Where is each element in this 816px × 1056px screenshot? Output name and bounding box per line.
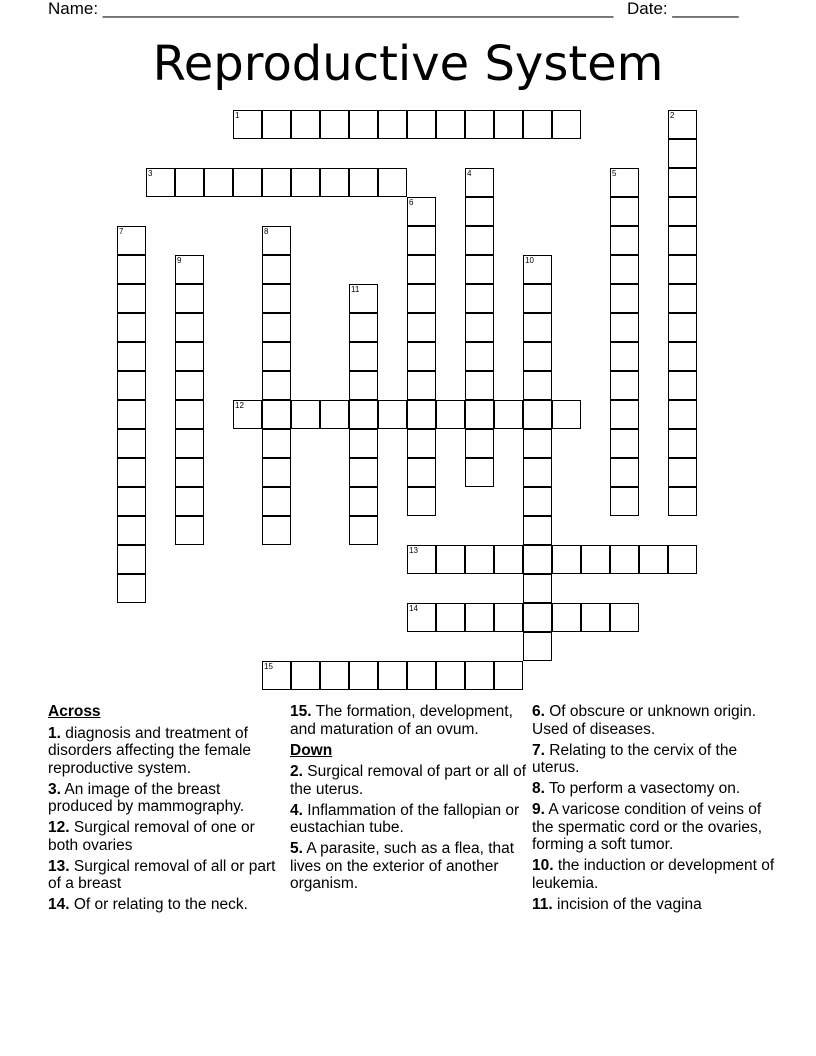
grid-cell[interactable]: [117, 226, 146, 255]
grid-cell[interactable]: [117, 371, 146, 400]
clue-down-2: [290, 763, 528, 798]
clue-down-10: [532, 857, 780, 892]
grid-cell[interactable]: [610, 603, 639, 632]
grid-cell[interactable]: [175, 284, 204, 313]
clue-text: Surgical removal of all or part of a breast: [48, 857, 276, 892]
grid-cell[interactable]: [465, 197, 494, 226]
grid-cell[interactable]: [494, 661, 523, 690]
grid-cell[interactable]: [523, 313, 552, 342]
grid-cell[interactable]: [262, 661, 291, 690]
grid-cell[interactable]: [117, 516, 146, 545]
grid-cell[interactable]: [610, 226, 639, 255]
grid-cell[interactable]: [668, 284, 697, 313]
grid-cell[interactable]: [349, 168, 378, 197]
clue-across-14: [48, 896, 284, 914]
down-heading: Down: [290, 741, 333, 759]
grid-cell[interactable]: [668, 168, 697, 197]
grid-cell[interactable]: [668, 371, 697, 400]
grid-cell[interactable]: [668, 487, 697, 516]
grid-cell[interactable]: [407, 400, 436, 429]
clue-number: 14.: [48, 896, 70, 913]
clue-number: 9.: [532, 801, 545, 818]
grid-cell[interactable]: [436, 400, 465, 429]
clue-number: 1.: [48, 724, 61, 742]
grid-cell[interactable]: [407, 226, 436, 255]
grid-cell[interactable]: [233, 168, 262, 197]
clue-down-4: [290, 802, 528, 837]
grid-cell[interactable]: [262, 400, 291, 429]
grid-cell[interactable]: [349, 516, 378, 545]
grid-cell[interactable]: [465, 110, 494, 139]
grid-cell[interactable]: [668, 226, 697, 255]
grid-cell[interactable]: [204, 168, 233, 197]
grid-cell[interactable]: [668, 458, 697, 487]
grid-cell[interactable]: [668, 545, 697, 574]
clue-number: 6.: [532, 703, 545, 720]
clue-text: To perform a vasectomy on.: [544, 780, 741, 797]
grid-cell[interactable]: [349, 400, 378, 429]
grid-cell[interactable]: [262, 168, 291, 197]
grid-cell[interactable]: [436, 110, 465, 139]
grid-cell[interactable]: [523, 429, 552, 458]
grid-cell[interactable]: [117, 458, 146, 487]
grid-cell[interactable]: [262, 284, 291, 313]
page-title: Reproductive System: [152, 36, 664, 92]
grid-cell[interactable]: [436, 603, 465, 632]
grid-cell[interactable]: [262, 371, 291, 400]
grid-cell[interactable]: [262, 487, 291, 516]
cell-number: 7: [119, 227, 124, 236]
grid-cell[interactable]: [494, 110, 523, 139]
grid-cell[interactable]: [465, 168, 494, 197]
grid-cell[interactable]: [552, 400, 581, 429]
clue-number: 11.: [532, 895, 553, 913]
clue-across-1: [48, 725, 284, 778]
grid-cell[interactable]: [610, 400, 639, 429]
clue-text: Surgical removal of one or both ovaries: [48, 819, 255, 854]
grid-cell[interactable]: [668, 313, 697, 342]
grid-cell[interactable]: [117, 255, 146, 284]
grid-cell[interactable]: [523, 371, 552, 400]
grid-cell[interactable]: [523, 574, 552, 603]
grid-cell[interactable]: [465, 400, 494, 429]
grid-cell[interactable]: [378, 661, 407, 690]
grid-cell[interactable]: [668, 255, 697, 284]
cell-number: 1: [235, 111, 240, 120]
grid-cell[interactable]: [465, 313, 494, 342]
clue-column-1: [48, 703, 284, 917]
grid-cell[interactable]: [349, 661, 378, 690]
grid-cell[interactable]: [378, 110, 407, 139]
clue-text: An image of the breast produced by mammography.: [48, 780, 245, 815]
grid-cell[interactable]: [407, 284, 436, 313]
clue-text: Relating to the cervix of the uterus.: [532, 741, 738, 776]
clue-text: Inflammation of the fallopian or eustachian tube.: [290, 801, 520, 836]
grid-cell[interactable]: [552, 603, 581, 632]
grid-cell[interactable]: [175, 255, 204, 284]
grid-cell[interactable]: [407, 545, 436, 574]
clue-column-3: [532, 703, 780, 917]
clue-down-8: [532, 780, 780, 798]
grid-cell[interactable]: [233, 400, 262, 429]
clue-across-15: [290, 703, 528, 738]
grid-cell[interactable]: [262, 110, 291, 139]
grid-cell[interactable]: [494, 603, 523, 632]
clue-text: Of obscure or unknown origin. Used of diseases.: [532, 703, 757, 738]
clue-number: 4.: [290, 801, 303, 819]
grid-cell[interactable]: [407, 313, 436, 342]
grid-cell[interactable]: [117, 400, 146, 429]
grid-cell[interactable]: [610, 197, 639, 226]
grid-cell[interactable]: [349, 110, 378, 139]
grid-cell[interactable]: [262, 255, 291, 284]
clue-text: the induction or development of leukemia.: [532, 857, 775, 892]
clue-number: 5.: [290, 840, 303, 857]
grid-cell[interactable]: [523, 545, 552, 574]
grid-cell[interactable]: [465, 226, 494, 255]
grid-cell[interactable]: [175, 400, 204, 429]
grid-cell[interactable]: [407, 110, 436, 139]
cell-number: 9: [177, 256, 182, 265]
clue-across-3: [48, 781, 284, 816]
grid-cell[interactable]: [320, 168, 349, 197]
grid-cell[interactable]: [262, 429, 291, 458]
clue-column-2: [290, 703, 528, 896]
grid-cell[interactable]: [407, 197, 436, 226]
grid-cell[interactable]: [291, 110, 320, 139]
grid-cell[interactable]: [349, 371, 378, 400]
grid-cell[interactable]: [523, 400, 552, 429]
grid-cell[interactable]: [581, 545, 610, 574]
grid-cell[interactable]: [262, 516, 291, 545]
grid-cell[interactable]: [349, 487, 378, 516]
clue-down-9: [532, 801, 780, 854]
cell-number: 3: [148, 169, 153, 178]
grid-cell[interactable]: [610, 545, 639, 574]
grid-cell[interactable]: [465, 429, 494, 458]
grid-cell[interactable]: [610, 313, 639, 342]
grid-cell[interactable]: [610, 342, 639, 371]
grid-cell[interactable]: [407, 603, 436, 632]
grid-cell[interactable]: [523, 516, 552, 545]
grid-cell[interactable]: [320, 110, 349, 139]
grid-cell[interactable]: [175, 487, 204, 516]
clue-number: 2.: [290, 763, 303, 780]
clue-across-12: [48, 819, 284, 854]
grid-cell[interactable]: [610, 487, 639, 516]
clue-down-11: [532, 896, 780, 914]
name-field-label: Name: ______________________________________________________: [48, 0, 614, 18]
grid-cell[interactable]: [523, 458, 552, 487]
clue-down-7: [532, 742, 780, 777]
cell-number: 13: [409, 546, 418, 555]
grid-cell[interactable]: [378, 168, 407, 197]
grid-cell[interactable]: [175, 342, 204, 371]
grid-cell[interactable]: [494, 400, 523, 429]
grid-cell[interactable]: [523, 632, 552, 661]
grid-cell[interactable]: [407, 371, 436, 400]
date-field-label: Date: _______: [627, 0, 739, 18]
grid-cell[interactable]: [349, 342, 378, 371]
grid-cell[interactable]: [146, 168, 175, 197]
clue-number: 12.: [48, 819, 70, 836]
grid-cell[interactable]: [523, 487, 552, 516]
grid-cell[interactable]: [378, 400, 407, 429]
grid-cell[interactable]: [436, 545, 465, 574]
grid-cell[interactable]: [349, 313, 378, 342]
clue-number: 15.: [290, 703, 312, 720]
clue-text: Surgical removal of part or all of the uterus.: [290, 763, 527, 798]
grid-cell[interactable]: [117, 545, 146, 574]
grid-cell[interactable]: [262, 313, 291, 342]
grid-cell[interactable]: [465, 661, 494, 690]
grid-cell[interactable]: [581, 603, 610, 632]
cell-number: 4: [467, 169, 472, 178]
grid-cell[interactable]: [291, 661, 320, 690]
grid-cell[interactable]: [117, 313, 146, 342]
grid-cell[interactable]: [291, 400, 320, 429]
cell-number: 10: [525, 256, 534, 265]
grid-cell[interactable]: [523, 342, 552, 371]
grid-cell[interactable]: [668, 139, 697, 168]
grid-cell[interactable]: [436, 661, 465, 690]
grid-cell[interactable]: [407, 487, 436, 516]
grid-cell[interactable]: [407, 255, 436, 284]
grid-cell[interactable]: [117, 342, 146, 371]
grid-cell[interactable]: [465, 371, 494, 400]
grid-cell[interactable]: [523, 284, 552, 313]
grid-cell[interactable]: [175, 458, 204, 487]
clue-down-6: [532, 703, 780, 738]
grid-cell[interactable]: [262, 458, 291, 487]
grid-cell[interactable]: [465, 603, 494, 632]
cell-number: 14: [409, 604, 418, 613]
grid-cell[interactable]: [175, 516, 204, 545]
grid-cell[interactable]: [610, 168, 639, 197]
clue-text: diagnosis and treatment of disorders affecting the female reproductive system.: [48, 724, 252, 777]
across-heading: Across: [48, 703, 101, 720]
grid-cell[interactable]: [494, 545, 523, 574]
grid-cell[interactable]: [262, 342, 291, 371]
grid-cell[interactable]: [407, 429, 436, 458]
cell-number: 11: [351, 285, 360, 294]
grid-cell[interactable]: [262, 226, 291, 255]
grid-cell[interactable]: [175, 313, 204, 342]
grid-cell[interactable]: [465, 255, 494, 284]
grid-cell[interactable]: [117, 487, 146, 516]
grid-cell[interactable]: [175, 168, 204, 197]
grid-cell[interactable]: [407, 342, 436, 371]
grid-cell[interactable]: [175, 371, 204, 400]
grid-cell[interactable]: [610, 284, 639, 313]
grid-cell[interactable]: [117, 284, 146, 313]
grid-cell[interactable]: [349, 284, 378, 313]
grid-cell[interactable]: [233, 110, 262, 139]
cell-number: 8: [264, 227, 269, 236]
grid-cell[interactable]: [668, 429, 697, 458]
grid-cell[interactable]: [465, 342, 494, 371]
clue-text: The formation, development, and maturation of an ovum.: [290, 703, 513, 738]
clue-number: 3.: [48, 780, 61, 798]
grid-cell[interactable]: [117, 429, 146, 458]
grid-cell[interactable]: [320, 400, 349, 429]
clue-number: 8.: [532, 780, 545, 797]
clue-number: 7.: [532, 741, 545, 759]
grid-cell[interactable]: [552, 545, 581, 574]
grid-cell[interactable]: [349, 458, 378, 487]
grid-cell[interactable]: [523, 255, 552, 284]
grid-cell[interactable]: [523, 603, 552, 632]
clue-text: Of or relating to the neck.: [69, 896, 248, 913]
clue-number: 10.: [532, 857, 554, 874]
grid-cell[interactable]: [668, 197, 697, 226]
clue-text: A varicose condition of veins of the spermatic cord or the ovaries, forming a soft tumor.: [532, 801, 763, 853]
grid-cell[interactable]: [668, 110, 697, 139]
clue-text: A parasite, such as a flea, that lives on the exterior of another organism.: [290, 840, 515, 892]
clue-number: 13.: [48, 857, 70, 875]
grid-cell[interactable]: [291, 168, 320, 197]
grid-cell[interactable]: [465, 284, 494, 313]
clue-down-5: [290, 840, 528, 893]
cell-number: 6: [409, 198, 414, 207]
grid-cell[interactable]: [175, 429, 204, 458]
grid-cell[interactable]: [349, 429, 378, 458]
grid-cell[interactable]: [610, 255, 639, 284]
cell-number: 12: [235, 401, 244, 410]
cell-number: 5: [612, 169, 617, 178]
grid-cell[interactable]: [465, 545, 494, 574]
grid-cell[interactable]: [523, 110, 552, 139]
grid-cell[interactable]: [610, 429, 639, 458]
cell-number: 2: [670, 111, 675, 120]
grid-cell[interactable]: [320, 661, 349, 690]
grid-cell[interactable]: [639, 545, 668, 574]
grid-cell[interactable]: [668, 342, 697, 371]
grid-cell[interactable]: [610, 371, 639, 400]
grid-cell[interactable]: [465, 458, 494, 487]
cell-number: 15: [264, 662, 273, 671]
grid-cell[interactable]: [610, 458, 639, 487]
grid-cell[interactable]: [117, 574, 146, 603]
grid-cell[interactable]: [552, 110, 581, 139]
grid-cell[interactable]: [407, 661, 436, 690]
grid-cell[interactable]: [407, 458, 436, 487]
grid-cell[interactable]: [668, 400, 697, 429]
clue-text: incision of the vagina: [552, 895, 702, 913]
clue-across-13: [48, 858, 284, 893]
